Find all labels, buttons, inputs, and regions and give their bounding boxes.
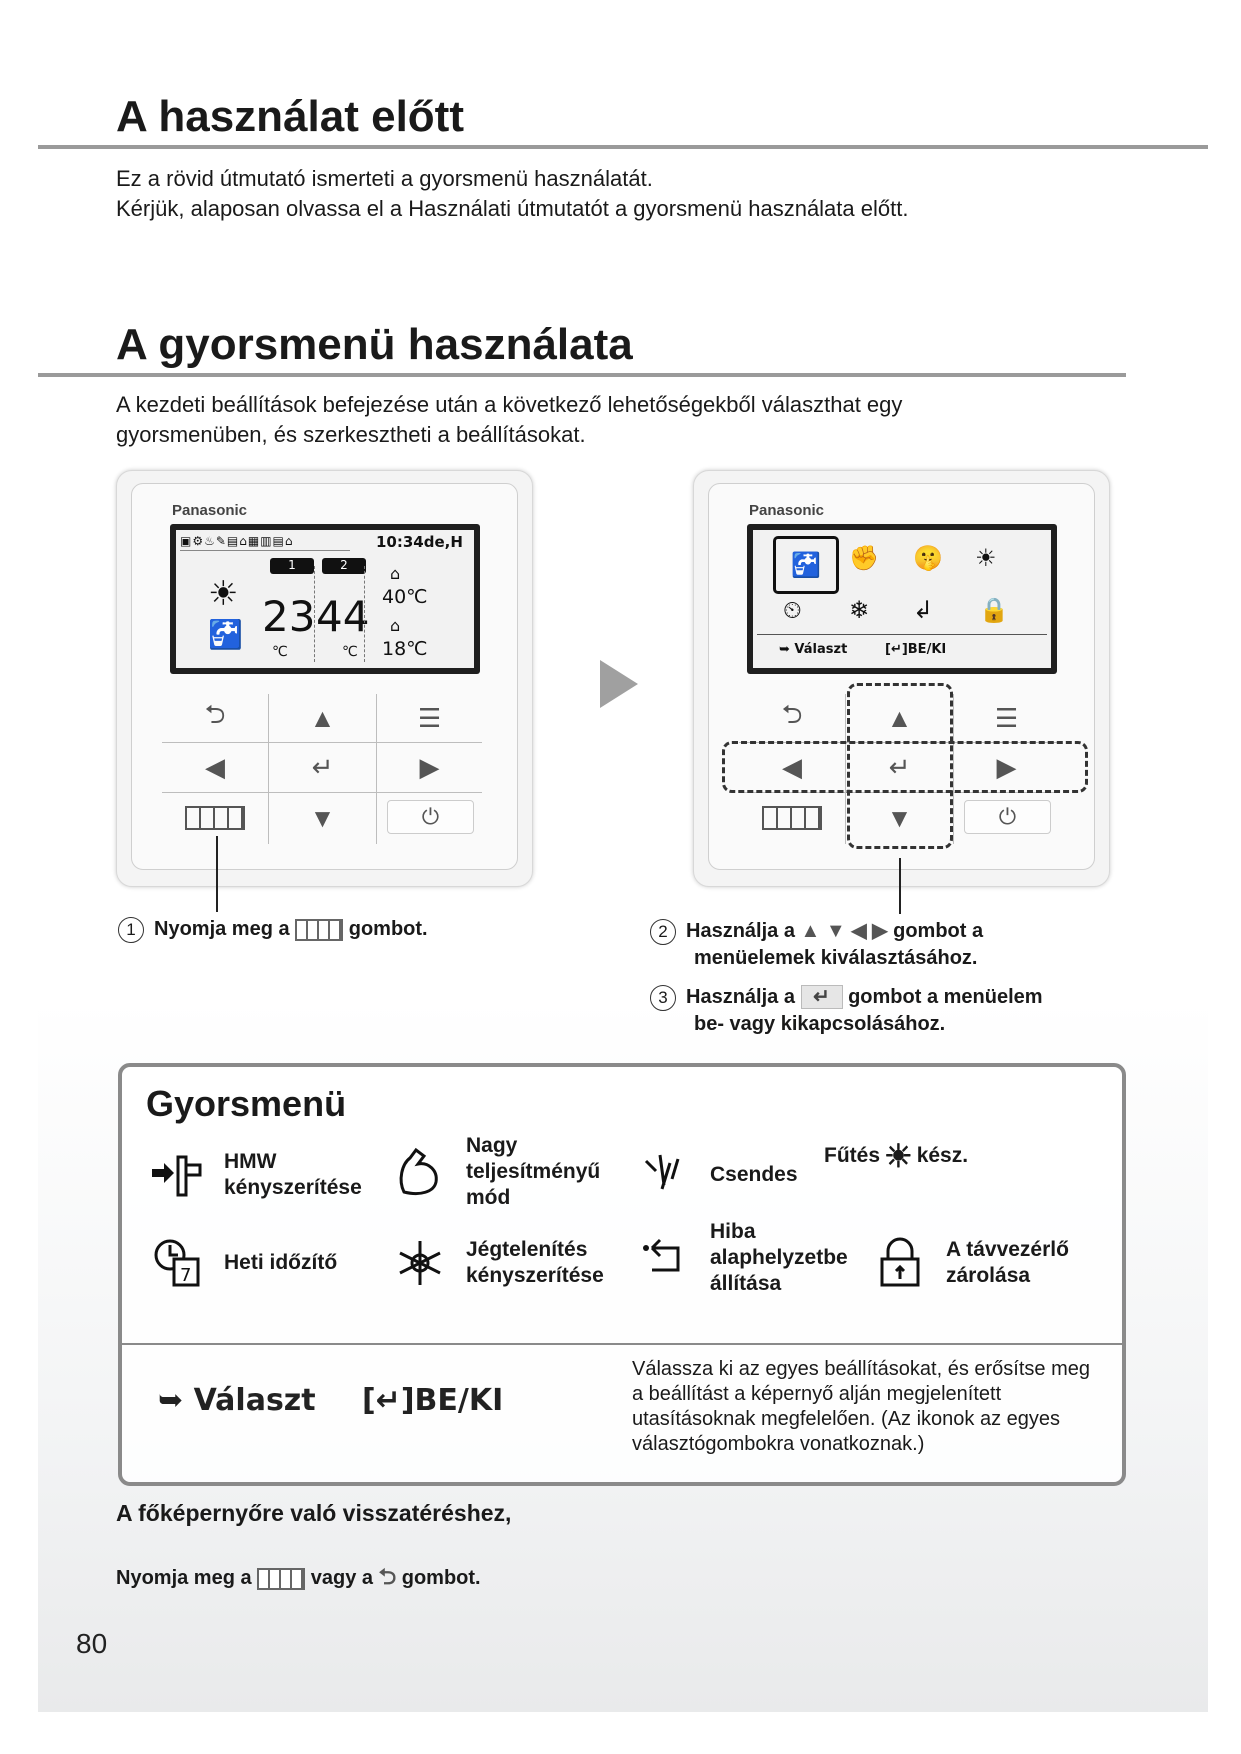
enter-button[interactable]: ↵ — [888, 752, 911, 782]
zone-divider — [364, 566, 366, 662]
quiet-icon[interactable]: 🤫 — [913, 544, 943, 572]
quick-menu-note: Válassza ki az egyes beállításokat, és erősítse meg a beállítást a képernyő alján megjelenített utasításoknak megfelelően. (Az ikonok az egyes választógombokra vonatkoznak.) — [632, 1358, 1091, 1455]
legend-item-weekly-timer: 7 Heti időzítő — [146, 1231, 337, 1295]
up-button[interactable]: ▲ — [886, 702, 913, 733]
pointer-line — [216, 836, 218, 912]
legend-item-error-reset: Hiba alaphelyzetbe állítása — [632, 1219, 848, 1297]
zone-1-tab: 1 — [270, 558, 314, 574]
back-button[interactable]: ⮌ — [204, 699, 226, 729]
intro-line-1: Ez a rövid útmutató ismerteti a gyorsmenü használatát. — [116, 166, 653, 191]
defrost-icon — [388, 1231, 452, 1295]
quickmenu-intro-line-1: A kezdeti beállítások befejezése után a következő lehetőségekből választhat egy — [116, 392, 903, 417]
callout-step-2: 2 Használja a ▲ ▼ ◀ ▶ gombot a menüelemek kiválasztásához. — [650, 918, 983, 971]
pointer-line — [899, 858, 901, 914]
remote-controller-quick-menu — [693, 470, 1110, 887]
intro-paragraph — [116, 164, 908, 224]
zone-1-temperature: 23 — [262, 592, 316, 641]
enter-key-icon: ↵ — [801, 985, 843, 1009]
intro-line-2: Kérjük, alaposan olvassa el a Használati útmutatót a gyorsmenü használata előtt. — [116, 196, 909, 221]
lock-icon[interactable]: 🔒 — [979, 596, 1009, 624]
zone-2-unit: ℃ — [342, 644, 358, 660]
legend-item-dhw-boost: HMW kényszerítése — [146, 1143, 362, 1207]
right-button[interactable]: ▶ — [996, 752, 1017, 782]
quick-menu-button[interactable] — [739, 793, 845, 843]
legend-item-defrost: Jégtelenítés kényszerítése — [388, 1231, 604, 1295]
callout-step-3: 3 Használja a ↵ gombot a menüelem be- vagy kikapcsolásához. — [650, 984, 1043, 1037]
back-button[interactable]: ⮌ — [781, 699, 803, 729]
power-button[interactable]: ⏻ — [964, 800, 1051, 834]
clock-display: 10:34de,H — [376, 533, 463, 551]
quiet-icon — [632, 1143, 696, 1207]
onoff-hint-large: [↵]BE/KI — [362, 1383, 504, 1418]
arrow-right-icon — [600, 660, 638, 708]
legend-item-powerful-mode: Nagy teljesítményű mód — [388, 1133, 600, 1211]
brand-logo: Panasonic — [749, 502, 825, 519]
select-hint: ➥ Választ — [779, 642, 848, 657]
error-reset-icon[interactable]: ↲ — [913, 596, 934, 624]
brand-logo: Panasonic — [172, 502, 248, 519]
powerful-mode-icon[interactable]: ✊ — [849, 544, 879, 572]
powerful-mode-icon — [388, 1140, 452, 1204]
quick-menu-title: Gyorsmenü — [146, 1083, 347, 1124]
right-button[interactable]: ▶ — [419, 752, 440, 782]
tank-temperature: 40℃ — [382, 586, 428, 608]
zone-divider — [314, 566, 316, 662]
lcd-screen — [747, 524, 1057, 674]
sun-icon: ☀ — [208, 574, 239, 614]
step-number: 3 — [650, 985, 676, 1011]
heater-icon: ☀ — [884, 1138, 913, 1174]
title-rule — [38, 373, 1126, 377]
box-divider — [122, 1343, 1122, 1345]
controller-face — [131, 483, 518, 870]
section-title-before-use: A használat előtt — [116, 92, 464, 141]
lcd-screen — [170, 524, 480, 674]
weekly-timer-icon[interactable]: ⏲ — [783, 596, 802, 624]
dhw-boost-icon — [146, 1143, 210, 1207]
legend-item-heater: Fűtés ☀ kész. — [824, 1138, 969, 1174]
page-number: 80 — [76, 1628, 108, 1659]
outdoor-icon: ⌂ — [390, 616, 401, 635]
menu-button[interactable]: ☰ — [417, 702, 442, 733]
quick-menu-button[interactable] — [162, 793, 268, 843]
title-rule — [38, 145, 1208, 149]
zone-2-temperature: 44 — [316, 592, 370, 641]
step-number: 1 — [118, 917, 144, 943]
legend-item-quiet: Csendes — [632, 1143, 798, 1207]
lock-icon — [868, 1231, 932, 1295]
left-button[interactable]: ◀ — [205, 752, 225, 782]
zone-1-unit: ℃ — [272, 644, 288, 660]
enter-button[interactable]: ↵ — [311, 752, 334, 782]
down-button[interactable]: ▼ — [886, 802, 913, 833]
up-button[interactable]: ▲ — [309, 702, 336, 733]
navigation-highlight-horizontal — [722, 741, 1088, 793]
legend-item-lock: A távvezérlő zárolása — [868, 1231, 1069, 1295]
return-instruction: Nyomja meg a vagy a ⮌ gombot. — [116, 1564, 481, 1589]
onoff-hint: [↵]BE/KI — [885, 642, 947, 657]
weekly-timer-icon — [146, 1231, 210, 1295]
lcd-main-display — [176, 530, 474, 668]
return-title: A főképernyőre való visszatéréshez, — [116, 1500, 512, 1526]
svg-text:7: 7 — [180, 1265, 192, 1286]
section-title-quickmenu-use: A gyorsmenü használata — [116, 320, 633, 369]
power-button[interactable]: ⏻ — [387, 800, 474, 834]
defrost-icon[interactable]: ❄ — [849, 596, 870, 624]
callout-step-1: 1 Nyomja meg a gombot. — [118, 916, 428, 943]
error-reset-icon — [632, 1226, 696, 1290]
arrow-keys-icon: ▲ ▼ ◀ ▶ — [800, 920, 888, 942]
zone-2-tab: 2 — [322, 558, 366, 574]
back-key-icon: ⮌ — [378, 1564, 397, 1589]
tank-icon: ⌂ — [390, 564, 401, 583]
quick-menu-key-icon — [295, 919, 343, 941]
select-hint-large: ➥ Választ — [158, 1383, 316, 1418]
dhw-boost-icon[interactable]: 🚰 — [773, 536, 839, 594]
quick-menu-key-icon — [257, 1568, 305, 1590]
status-icons-row: ▣⚙♨✎▤⌂▦▥▤⌂ — [180, 534, 350, 551]
heater-icon[interactable]: ☀ — [975, 544, 997, 572]
remote-controller-main-screen — [116, 470, 533, 887]
quickmenu-intro-line-2: gyorsmenüben, és szerkesztheti a beállításokat. — [116, 422, 586, 447]
quick-menu-legend-box — [118, 1063, 1126, 1486]
left-button[interactable]: ◀ — [782, 752, 802, 782]
hint-divider — [757, 634, 1047, 635]
step-number: 2 — [650, 919, 676, 945]
down-button[interactable]: ▼ — [309, 802, 336, 833]
menu-button[interactable]: ☰ — [994, 702, 1019, 733]
lcd-quick-menu-display — [753, 530, 1051, 668]
outdoor-temperature: 18℃ — [382, 638, 428, 660]
quickmenu-intro-paragraph — [116, 390, 902, 450]
faucet-icon: 🚰 — [208, 618, 243, 651]
